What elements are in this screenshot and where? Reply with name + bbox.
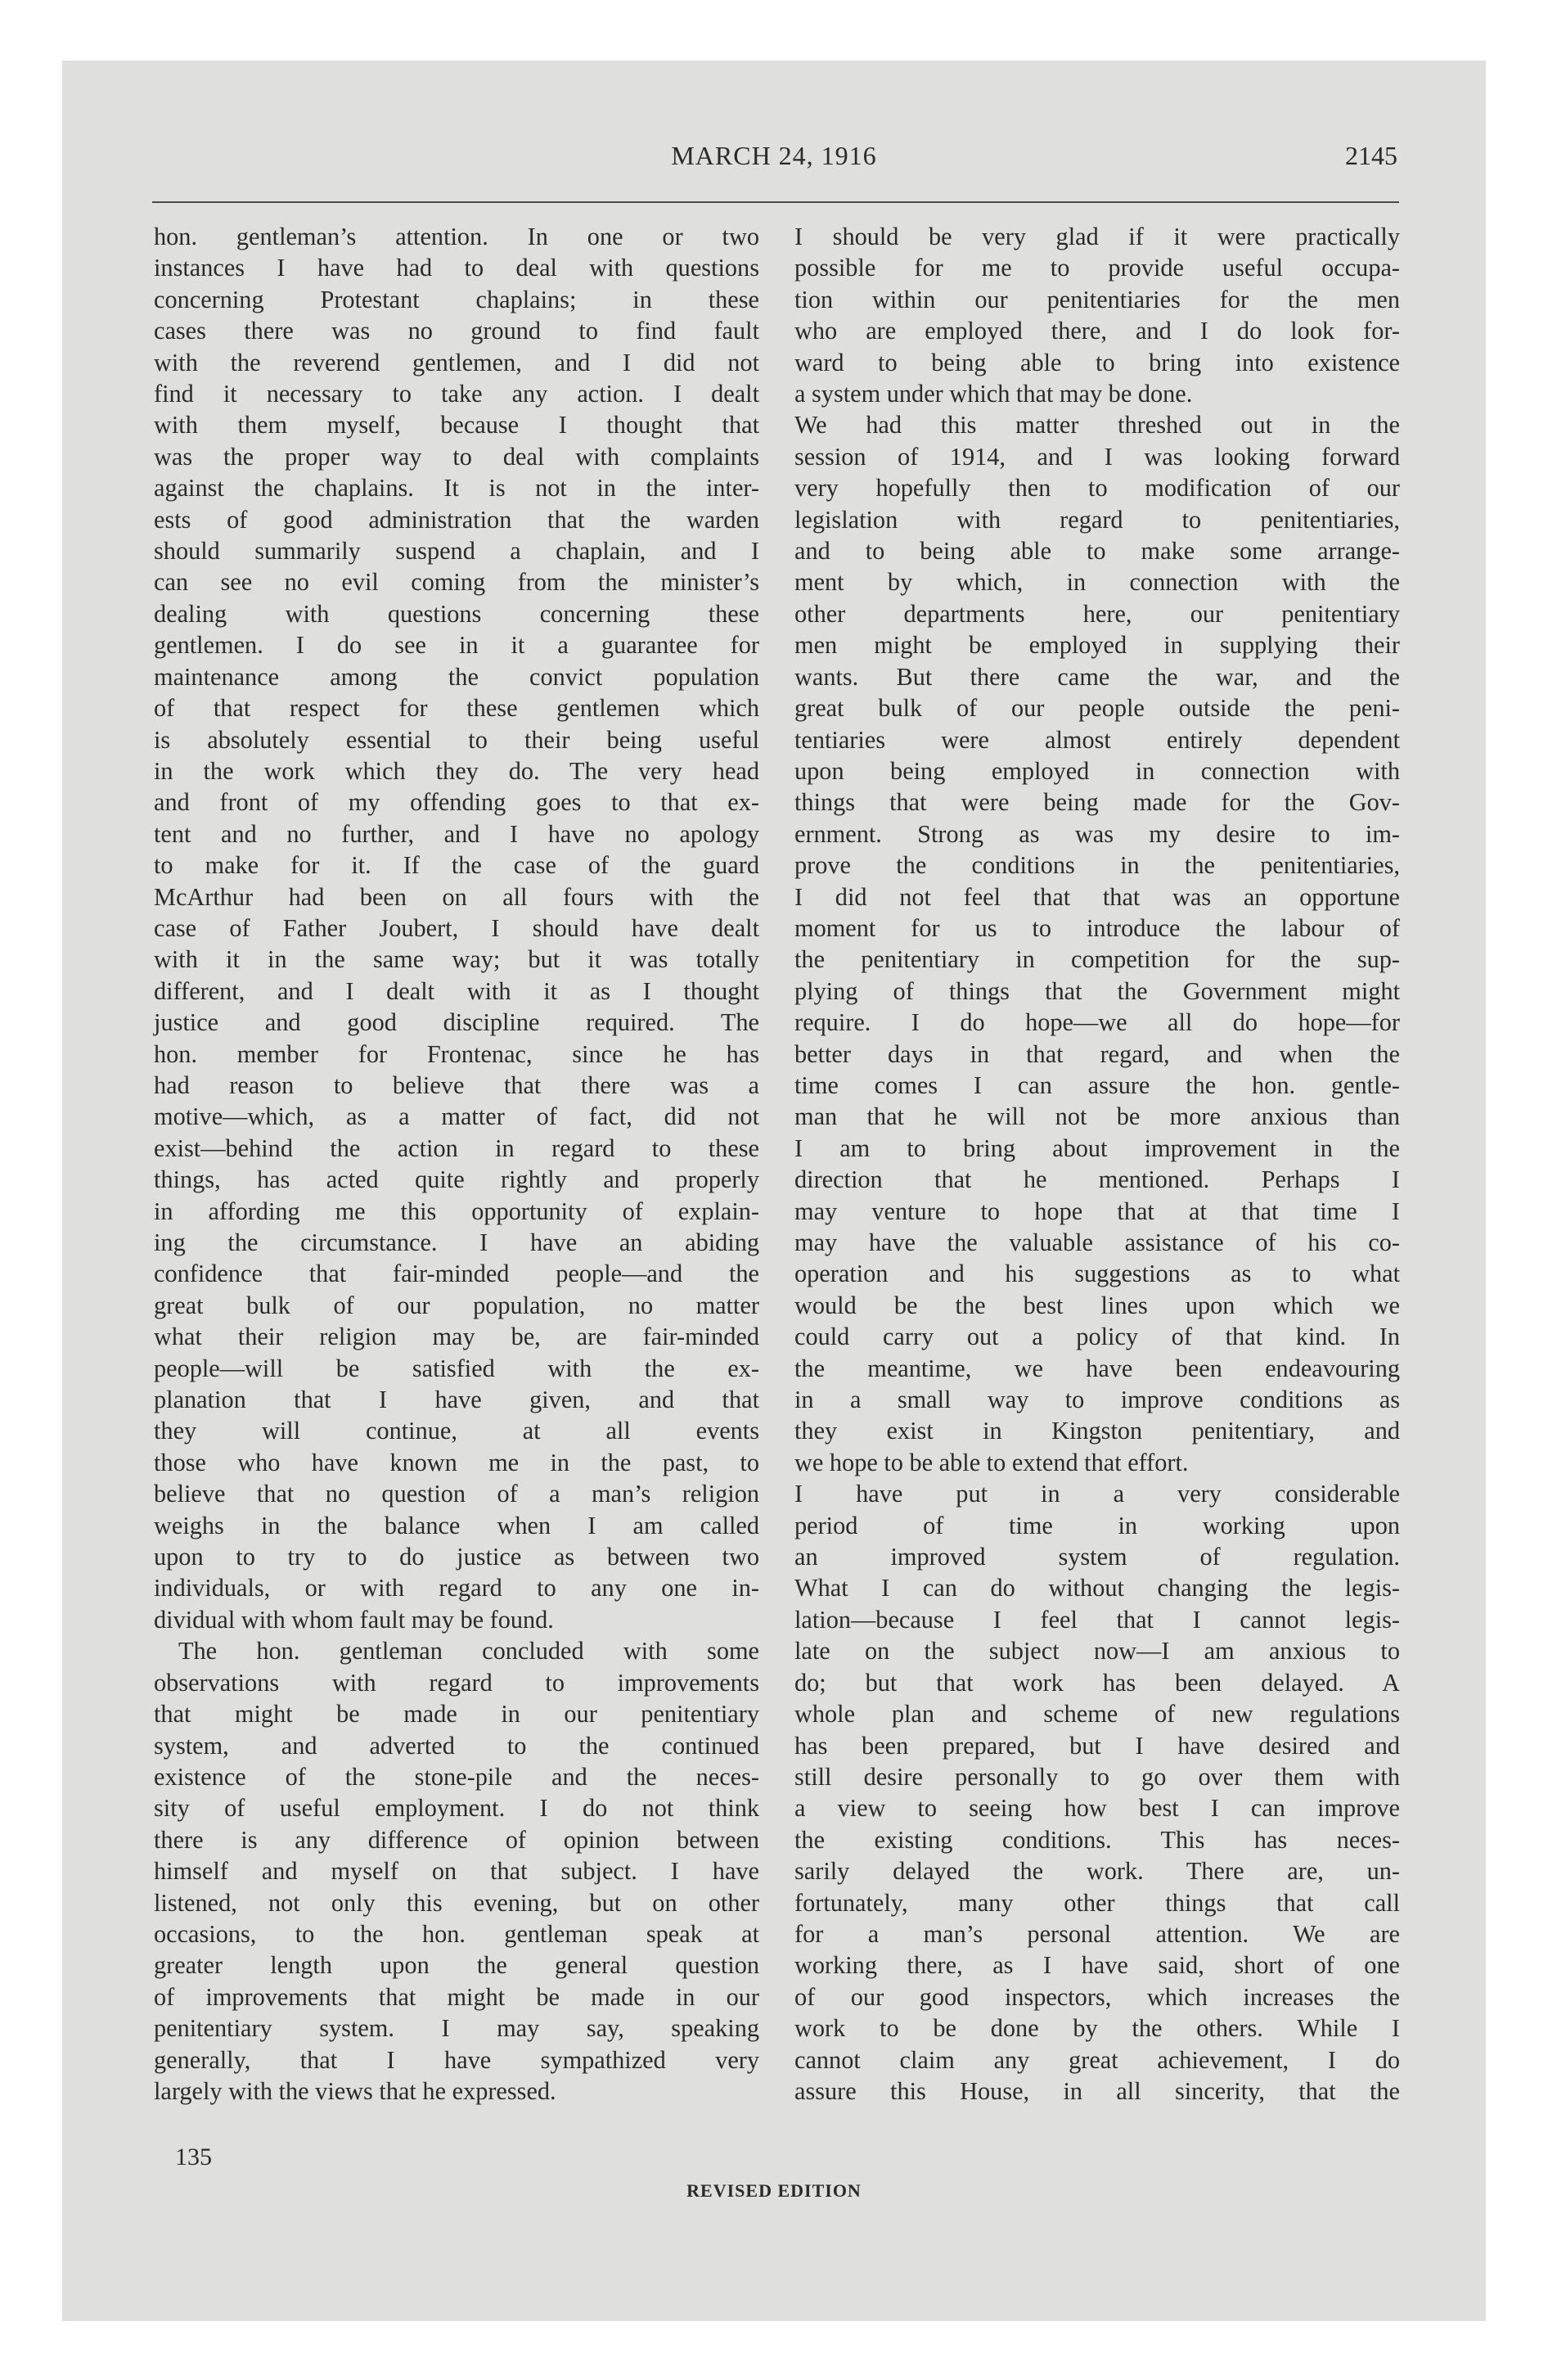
text-line: instances I have had to deal with questions — [154, 254, 759, 282]
text-line: confidence that fair-minded people—and the — [154, 1260, 759, 1288]
text-line: working there, as I have said, short of one — [794, 1951, 1400, 1980]
text-line: and to being able to make some arrange- — [794, 537, 1400, 566]
text-line: system, and adverted to the continued — [154, 1731, 759, 1760]
text-line: I should be very glad if it were practically — [794, 223, 1400, 250]
text-line: we hope to be able to extend that effort. — [794, 1448, 1189, 1476]
text-line: session of 1914, and I was looking forward — [794, 442, 1400, 471]
text-line: gentlemen. I do see in it a guarantee for — [154, 631, 759, 660]
text-line: ests of good administration that the warden — [154, 505, 759, 534]
text-line: tentiaries were almost entirely dependent — [794, 725, 1400, 754]
text-line: what their religion may be, are fair-minded — [154, 1323, 759, 1351]
text-line: hon. gentleman’s attention. In one or two — [154, 223, 759, 250]
text-line: upon being employed in connection with — [794, 756, 1400, 785]
text-line: with it in the same way; but it was totally — [154, 945, 759, 974]
text-line: men might be employed in supplying their — [794, 631, 1400, 660]
text-line: against the chaplains. It is not in the inter- — [154, 474, 759, 503]
text-line: I did not feel that that was an opportune — [794, 882, 1400, 911]
text-line: had reason to believe that there was a — [154, 1071, 759, 1099]
page-header-date: MARCH 24, 1916 — [671, 141, 877, 170]
text-line: moment for us to introduce the labour of — [794, 913, 1400, 942]
text-line: do; but that work has been delayed. A — [794, 1668, 1400, 1697]
text-line: period of time in working upon — [794, 1511, 1400, 1539]
text-line: who are employed there, and I do look for- — [794, 317, 1400, 345]
text-line: find it necessary to take any action. I dealt — [154, 380, 759, 408]
text-line: The hon. gentleman concluded with some — [178, 1637, 759, 1666]
text-line: greater length upon the general question — [154, 1951, 759, 1980]
right-column — [794, 221, 1400, 2107]
text-line: fortunately, many other things that call — [794, 1888, 1400, 1917]
text-line: can see no evil coming from the minister’s — [154, 568, 759, 597]
text-line: operation and his suggestions as to what — [794, 1260, 1400, 1288]
text-line: ernment. Strong as was my desire to im- — [794, 819, 1400, 848]
text-line: believe that no question of a man’s religion — [154, 1480, 759, 1508]
text-line: of improvements that might be made in our — [154, 1982, 759, 2011]
text-line: should summarily suspend a chaplain, and I — [154, 537, 759, 566]
text-line: I have put in a very considerable — [794, 1480, 1400, 1508]
text-line: plying of things that the Government might — [794, 976, 1400, 1005]
text-line: legislation with regard to penitentiaries, — [794, 505, 1400, 534]
text-line: very hopefully then to modification of our — [794, 474, 1400, 503]
text-line: the penitentiary in competition for the sup- — [794, 945, 1400, 974]
text-line: possible for me to provide useful occupa- — [794, 254, 1400, 282]
text-line: work to be done by the others. While I — [794, 2014, 1400, 2043]
text-line: a system under which that may be done. — [794, 380, 1193, 408]
text-line: maintenance among the convict population — [154, 662, 759, 691]
header-rule — [152, 201, 1399, 203]
text-line: in affording me this opportunity of explain- — [154, 1197, 759, 1225]
text-line: motive—which, as a matter of fact, did not — [154, 1102, 759, 1131]
page-number: 2145 — [1345, 141, 1397, 170]
text-line: those who have known me in the past, to — [154, 1448, 759, 1476]
text-line: an improved system of regulation. — [794, 1543, 1400, 1571]
text-line: is absolutely essential to their being useful — [154, 725, 759, 754]
text-line: existence of the stone-pile and the neces- — [154, 1762, 759, 1791]
text-line: prove the conditions in the penitentiaries, — [794, 851, 1400, 880]
text-line: would be the best lines upon which we — [794, 1291, 1400, 1319]
text-line: great bulk of our population, no matter — [154, 1291, 759, 1319]
text-line: case of Father Joubert, I should have dealt — [154, 913, 759, 942]
text-line: exist—behind the action in regard to these — [154, 1134, 759, 1162]
text-line: time comes I can assure the hon. gentle- — [794, 1071, 1400, 1099]
text-line: there is any difference of opinion between — [154, 1825, 759, 1854]
text-line: better days in that regard, and when the — [794, 1039, 1400, 1068]
text-line: direction that he mentioned. Perhaps I — [794, 1165, 1400, 1194]
text-line: concerning Protestant chaplains; in these — [154, 285, 759, 313]
text-line: justice and good discipline required. The — [154, 1008, 759, 1037]
text-line: hon. member for Frontenac, since he has — [154, 1039, 759, 1068]
folio-number: 135 — [175, 2143, 212, 2170]
text-line: man that he will not be more anxious than — [794, 1102, 1400, 1131]
text-line: McArthur had been on all fours with the — [154, 882, 759, 911]
text-line: dealing with questions concerning these — [154, 599, 759, 628]
text-line: whole plan and scheme of new regulations — [794, 1700, 1400, 1729]
text-line: in a small way to improve conditions as — [794, 1386, 1400, 1414]
text-line: tent and no further, and I have no apology — [154, 819, 759, 848]
text-line: different, and I dealt with it as I thought — [154, 976, 759, 1005]
left-column — [154, 221, 759, 2107]
text-line: may venture to hope that at that time I — [794, 1197, 1400, 1225]
text-line: require. I do hope—we all do hope—for — [794, 1008, 1400, 1037]
text-line: a view to seeing how best I can improve — [794, 1794, 1400, 1823]
text-line: could carry out a policy of that kind. In — [794, 1323, 1400, 1351]
text-line: occasions, to the hon. gentleman speak at — [154, 1919, 759, 1948]
text-line: with them myself, because I thought that — [154, 411, 759, 439]
text-line: penitentiary system. I may say, speaking — [154, 2014, 759, 2043]
text-line: ment by which, in connection with the — [794, 568, 1400, 597]
text-line: listened, not only this evening, but on other — [154, 1888, 759, 1917]
text-line: individuals, or with regard to any one in- — [154, 1574, 759, 1602]
text-line: sity of useful employment. I do not think — [154, 1794, 759, 1823]
text-line: upon to try to do justice as between two — [154, 1543, 759, 1571]
text-line: observations with regard to improvements — [154, 1668, 759, 1697]
text-line: tion within our penitentiaries for the men — [794, 285, 1400, 313]
text-line: may have the valuable assistance of his co- — [794, 1228, 1400, 1256]
text-line: wants. But there came the war, and the — [794, 662, 1400, 691]
text-line: and front of my offending goes to that ex- — [154, 788, 759, 817]
text-line: I am to bring about improvement in the — [794, 1134, 1400, 1162]
text-line: generally, that I have sympathized very — [154, 2045, 759, 2074]
text-line: of our good inspectors, which increases the — [794, 1982, 1400, 2011]
text-line: people—will be satisfied with the ex- — [154, 1354, 759, 1382]
text-line: things, has acted quite rightly and properly — [154, 1165, 759, 1194]
text-line: other departments here, our penitentiary — [794, 599, 1400, 628]
text-line: was the proper way to deal with complaints — [154, 442, 759, 471]
text-line: late on the subject now—I am anxious to — [794, 1637, 1400, 1666]
text-line: What I can do without changing the legis- — [794, 1574, 1400, 1602]
text-line: planation that I have given, and that — [154, 1386, 759, 1414]
text-line: assure this House, in all sincerity, that the — [794, 2076, 1400, 2105]
text-line: We had this matter threshed out in the — [794, 411, 1400, 439]
text-line: things that were being made for the Gov- — [794, 788, 1400, 817]
text-line: in the work which they do. The very head — [154, 756, 759, 785]
text-line: lation—because I feel that I cannot legis- — [794, 1605, 1400, 1634]
text-line: ward to being able to bring into existence — [794, 348, 1400, 376]
text-line: of that respect for these gentlemen which — [154, 694, 759, 723]
text-line: for a man’s personal attention. We are — [794, 1919, 1400, 1948]
text-line: weighs in the balance when I am called — [154, 1511, 759, 1539]
text-line: himself and myself on that subject. I have — [154, 1857, 759, 1886]
text-line: still desire personally to go over them with — [794, 1762, 1400, 1791]
text-line: sarily delayed the work. There are, un- — [794, 1857, 1400, 1886]
text-line: the existing conditions. This has neces- — [794, 1825, 1400, 1854]
text-line: the meantime, we have been endeavouring — [794, 1354, 1400, 1382]
footer-edition: REVISED EDITION — [686, 2180, 862, 2201]
text-line: they will continue, at all events — [154, 1417, 759, 1445]
text-line: dividual with whom fault may be found. — [154, 1605, 554, 1634]
text-line: largely with the views that he expressed. — [154, 2076, 556, 2105]
text-line: with the reverend gentlemen, and I did not — [154, 348, 759, 376]
text-line: that might be made in our penitentiary — [154, 1700, 759, 1729]
text-line: to make for it. If the case of the guard — [154, 851, 759, 880]
text-line: ing the circumstance. I have an abiding — [154, 1228, 759, 1256]
text-line: has been prepared, but I have desired and — [794, 1731, 1400, 1760]
text-line: cases there was no ground to find fault — [154, 317, 759, 345]
text-line: cannot claim any great achievement, I do — [794, 2045, 1400, 2074]
text-line: great bulk of our people outside the peni- — [794, 694, 1400, 723]
text-line: they exist in Kingston penitentiary, and — [794, 1417, 1400, 1445]
